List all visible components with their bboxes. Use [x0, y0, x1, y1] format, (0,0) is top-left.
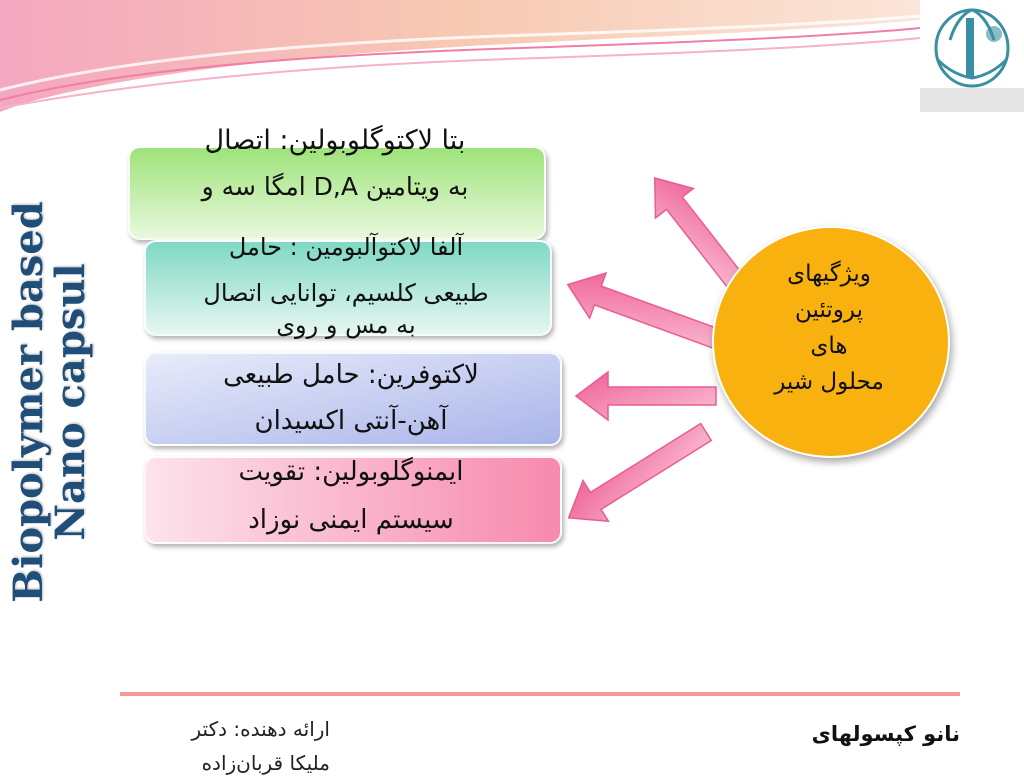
box1-line2: به ویتامین D,A امگا سه و — [201, 172, 469, 201]
box2-line2: طبیعی کلسیم، توانایی اتصال — [203, 279, 489, 307]
arrow-to-box2 — [560, 262, 729, 363]
circle-text — [712, 256, 946, 400]
box3-line2: آهن-آنتی اکسیدان — [254, 406, 448, 436]
box4-line1: ایمنوگلوبولین: تقویت — [238, 457, 464, 487]
circle-line2: پروتئین — [795, 297, 863, 323]
box3-line1: لاکتوفرین: حامل طبیعی — [223, 360, 479, 390]
footer-divider — [120, 692, 960, 696]
circle-line4: محلول شیر — [774, 369, 884, 395]
presenter-info — [145, 712, 330, 780]
box1-line1: بتا لاکتوگلوبولین: اتصال — [204, 125, 466, 156]
circle-line1: ویژگیهای — [787, 261, 871, 287]
vertical-title-line1: Biopolymer based — [5, 201, 52, 603]
presenter-line2: ملیکا قربان‌زاده — [201, 751, 330, 775]
arrow-to-box3 — [576, 372, 716, 420]
box4-line2: سیستم ایمنی نوزاد — [248, 505, 454, 535]
footer-topic: نانو کپسولهای — [811, 722, 960, 746]
box2-line1: آلفا لاکتوآلبومین : حامل — [228, 233, 464, 261]
arrow-to-box4 — [556, 412, 719, 539]
circle-line3: های — [810, 333, 848, 359]
presenter-line1: ارائه دهنده: دکتر — [191, 717, 330, 741]
box2-line3: به مس و روی — [276, 311, 416, 339]
vertical-title-line2: Nano capsul — [47, 263, 94, 541]
